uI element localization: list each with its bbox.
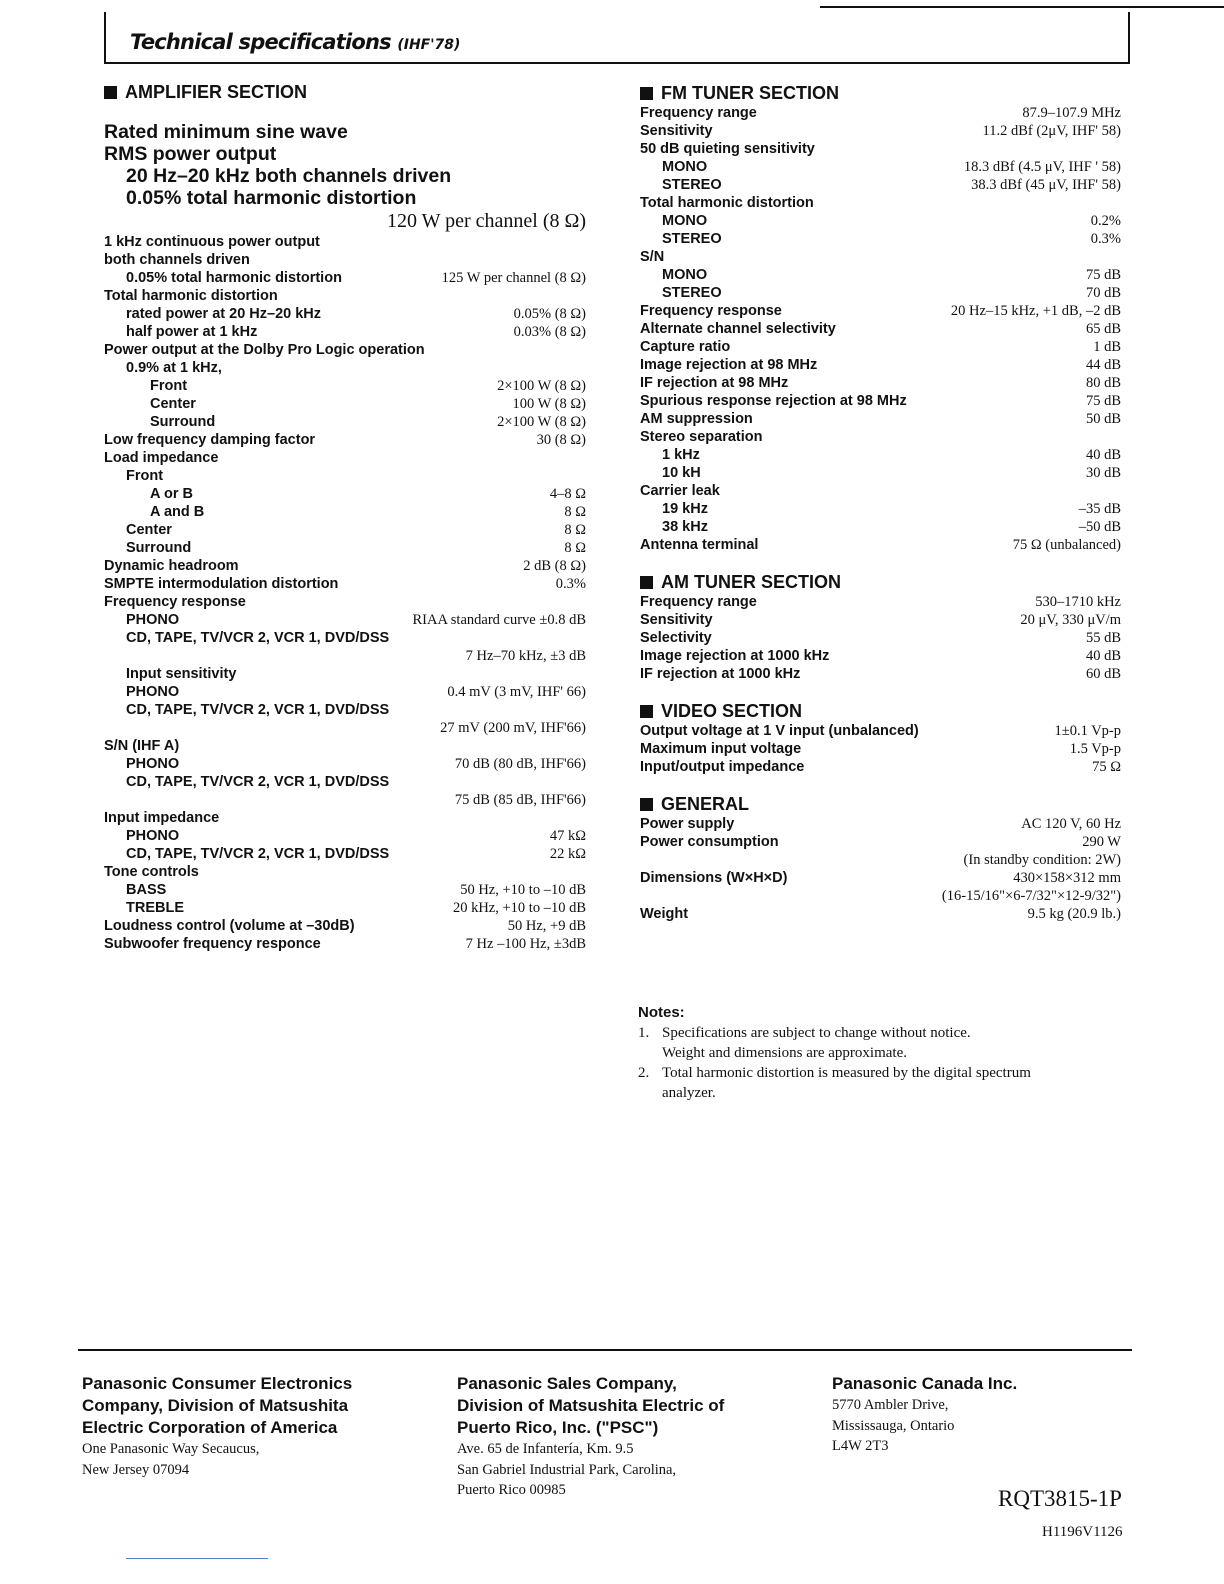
address-puerto-rico [457,1373,724,1501]
spec-value: 75 Ω (unbalanced) [1012,537,1121,553]
am-heading [640,572,1121,593]
spec-value: 0.05% (8 Ω) [513,306,586,322]
spec-label: Surround [150,414,216,430]
spec-value: 1±0.1 Vp-p [1054,723,1121,739]
address-us [82,1373,352,1480]
spec-row [104,755,586,773]
spec-label: MONO [662,213,708,229]
spec-label: 38 kHz [662,519,708,535]
amplifier-heading [104,82,586,103]
spec-value: 2×100 W (8 Ω) [497,378,586,394]
rated-sub-2: 0.05% total harmonic distortion [126,187,417,209]
spec-row [640,338,1121,356]
address-line: Ave. 65 de Infantería, Km. 9.5 [457,1441,634,1457]
spec-row [640,464,1121,482]
spec-label: Image rejection at 1000 kHz [640,648,830,664]
spec-row [640,518,1121,536]
spec-value: 0.2% [1090,213,1121,229]
spec-label: 1 kHz continuous power output [104,234,320,250]
note-line: analyzer. [662,1085,716,1101]
spec-value: 50 dB [1085,411,1121,427]
spec-label: IF rejection at 1000 kHz [640,666,801,682]
spec-label: Power output at the Dolby Pro Logic operation [104,342,425,358]
spec-label: CD, TAPE, TV/VCR 2, VCR 1, DVD/DSS [126,846,390,862]
spec-row [104,701,586,719]
spec-row [640,392,1121,410]
spec-label: Antenna terminal [640,537,759,553]
rated-sub-1: 20 Hz–20 kHz both channels driven [126,165,452,187]
decorative-line [126,1558,268,1559]
spec-value: 20 kHz, +10 to –10 dB [452,900,586,916]
spec-label: STEREO [662,285,722,301]
bullet-square-icon [104,86,117,99]
document-subcode: H1196V1126 [1042,1524,1123,1540]
title-text: Technical specifications [130,30,391,54]
header-box [104,12,1130,64]
address-line: Mississauga, Ontario [832,1417,955,1434]
spec-value: –35 dB [1078,501,1121,517]
spec-label: rated power at 20 Hz–20 kHz [126,306,322,322]
spec-row [104,683,586,701]
spec-row [104,431,586,449]
spec-row [104,485,586,503]
spec-label: BASS [126,882,167,898]
spec-label: PHONO [126,828,180,844]
spec-row [640,122,1121,140]
spec-value: –50 dB [1078,519,1121,535]
spec-row [640,593,1121,611]
spec-label: Alternate channel selectivity [640,321,836,337]
address-name: Company, Division of Matsushita [82,1396,349,1415]
spec-row [640,851,1121,869]
note-line: Specifications are subject to change without notice. [662,1025,971,1041]
spec-value: 7 Hz –100 Hz, ±3dB [465,936,586,952]
general-spec-list [640,815,1121,923]
spec-row [640,722,1121,740]
spec-row [640,647,1121,665]
spec-row [640,665,1121,683]
spec-label: MONO [662,267,708,283]
spec-row [104,881,586,899]
spec-value: 1.5 Vp-p [1069,741,1121,757]
bullet-square-icon [640,576,653,589]
spec-label: A or B [150,486,193,502]
spec-row [640,140,1121,158]
spec-value: 2 dB (8 Ω) [523,558,586,574]
notes [638,1003,1122,1103]
right-column [640,83,1121,923]
spec-value: 38.3 dBf (45 μV, IHF' 58) [971,177,1121,193]
spec-row [104,449,586,467]
spec-label: AM suppression [640,411,753,427]
spec-value: 55 dB [1085,630,1121,646]
spec-row [640,212,1121,230]
spec-label: MONO [662,159,708,175]
spec-label: Power consumption [640,834,779,850]
spec-value: 80 dB [1085,375,1121,391]
spec-row [640,374,1121,392]
spec-label: PHONO [126,684,180,700]
spec-value: 8 Ω [564,540,586,556]
spec-row [640,833,1121,851]
spec-row [640,611,1121,629]
rated-line-1: Rated minimum sine wave [104,121,348,143]
spec-value: 18.3 dBf (4.5 μV, IHF ' 58) [963,159,1121,175]
address-line: Puerto Rico 00985 [457,1482,566,1498]
spec-row [640,428,1121,446]
spec-row [104,629,586,647]
amplifier-heading-text: AMPLIFIER SECTION [125,82,308,102]
general-section [640,794,1121,923]
address-line: New Jersey 07094 [82,1461,190,1478]
spec-label: Frequency range [640,594,757,610]
spec-row [104,251,586,269]
spec-label: 1 kHz [662,447,700,463]
spec-row [104,287,586,305]
general-heading [640,794,1121,815]
spec-row [104,827,586,845]
spec-value: 100 W (8 Ω) [512,396,586,412]
spec-value: 0.3% [555,576,586,592]
spec-row [104,935,586,953]
note-number: 1. [638,1025,650,1041]
spec-row [104,413,586,431]
address-name: Puerto Rico, Inc. ("PSC") [457,1418,659,1437]
spec-row [640,356,1121,374]
spec-row [640,302,1121,320]
spec-row [640,410,1121,428]
address-name: Division of Matsushita Electric of [457,1396,725,1415]
fm-section [640,83,1121,554]
spec-label: Low frequency damping factor [104,432,316,448]
spec-value: 0.4 mV (3 mV, IHF' 66) [447,684,586,700]
spec-label: Tone controls [104,864,199,880]
note-line: Weight and dimensions are approximate. [662,1045,907,1061]
spec-row [104,737,586,755]
spec-label: 19 kHz [662,501,708,517]
fm-spec-list [640,104,1121,554]
spec-label: Selectivity [640,630,712,646]
spec-value: 7 Hz–70 kHz, ±3 dB [465,648,586,664]
spec-row [104,503,586,521]
video-heading [640,701,1121,722]
spec-label: 10 kH [662,465,701,481]
address-line: L4W 2T3 [832,1438,889,1454]
spec-label: Load impedance [104,450,219,466]
spec-value: 50 Hz, +9 dB [507,918,586,934]
spec-label: STEREO [662,177,722,193]
spec-value: 87.9–107.9 MHz [1022,105,1121,121]
spec-row [104,593,586,611]
video-spec-list [640,722,1121,776]
spec-row [640,758,1121,776]
spec-label: SMPTE intermodulation distortion [104,576,339,592]
page-title [130,30,460,54]
spec-row [640,104,1121,122]
address-name: Panasonic Canada Inc. [832,1374,1018,1393]
spec-label: Total harmonic distortion [640,195,814,211]
spec-label: IF rejection at 98 MHz [640,375,789,391]
spec-row [640,176,1121,194]
spec-label: PHONO [126,756,180,772]
spec-row [640,500,1121,518]
spec-row [640,446,1121,464]
footer-rule [78,1349,1132,1351]
spec-row [640,536,1121,554]
address-line: 5770 Ambler Drive, [832,1397,949,1413]
spec-label: Subwoofer frequency responce [104,936,321,952]
spec-label: Frequency range [640,105,757,121]
spec-row [640,887,1121,905]
spec-label: Surround [126,540,192,556]
spec-row [104,269,586,287]
spec-row [640,740,1121,758]
document-code: RQT3815-1P [998,1486,1122,1511]
spec-value: 0.3% [1090,231,1121,247]
spec-value: 75 dB [1085,393,1121,409]
spec-value: 60 dB [1085,666,1121,682]
spec-value: 530–1710 kHz [1035,594,1121,610]
address-canada [832,1373,1017,1457]
note-number: 2. [638,1065,650,1081]
spec-row [104,809,586,827]
amplifier-section [104,82,586,953]
spec-label: 0.9% at 1 kHz, [126,360,222,376]
spec-value: AC 120 V, 60 Hz [1021,816,1121,832]
notes-heading: Notes: [638,1004,685,1021]
spec-label: Total harmonic distortion [104,288,278,304]
spec-label: A and B [150,504,205,520]
spec-value: 27 mV (200 mV, IHF'66) [440,720,586,736]
spec-row [640,284,1121,302]
spec-label: Stereo separation [640,429,763,445]
spec-row [104,773,586,791]
spec-label: S/N [640,249,665,265]
spec-value: RIAA standard curve ±0.8 dB [412,612,586,628]
spec-label: S/N (IHF A) [104,738,180,754]
spec-row [104,323,586,341]
spec-row [104,647,586,665]
note-line: Total harmonic distortion is measured by the digital spectrum [662,1065,1031,1081]
spec-row [640,869,1121,887]
fm-heading [640,83,1121,104]
spec-label: Loudness control (volume at –30dB) [104,918,355,934]
spec-label: Maximum input voltage [640,741,802,757]
spec-value: 75 dB (85 dB, IHF'66) [454,792,586,808]
spec-row [104,377,586,395]
spec-row [640,629,1121,647]
bullet-square-icon [640,798,653,811]
spec-value: 9.5 kg (20.9 lb.) [1027,906,1121,922]
spec-label: Front [126,468,164,484]
address-line: One Panasonic Way Secaucus, [82,1441,260,1457]
spec-label: Frequency response [104,594,246,610]
spec-value: 1 dB [1093,339,1121,355]
note-item [638,1023,1122,1063]
spec-row [104,521,586,539]
spec-value: 22 kΩ [549,846,586,862]
address-line: San Gabriel Industrial Park, Carolina, [457,1461,677,1478]
spec-label: Sensitivity [640,612,713,628]
spec-row [640,320,1121,338]
spec-row [104,341,586,359]
address-name: Panasonic Sales Company, [457,1374,677,1393]
spec-value: 11.2 dBf (2μV, IHF' 58) [982,123,1121,139]
spec-row [104,611,586,629]
spec-label: half power at 1 kHz [126,324,258,340]
spec-value: 47 kΩ [549,828,586,844]
spec-value: 40 dB [1085,648,1121,664]
spec-label: Output voltage at 1 V input (unbalanced) [640,723,919,739]
bullet-square-icon [640,705,653,718]
fm-heading-text: FM TUNER SECTION [661,83,839,103]
spec-label: CD, TAPE, TV/VCR 2, VCR 1, DVD/DSS [126,702,390,718]
spec-label: Input impedance [104,810,220,826]
video-section [640,701,1121,776]
spec-label: Input/output impedance [640,759,805,775]
spec-row [640,230,1121,248]
spec-value: 30 dB [1085,465,1121,481]
spec-value: 70 dB (80 dB, IHF'66) [454,756,586,772]
spec-value: (16-15/16"×6-7/32"×12-9/32") [941,888,1121,904]
spec-label: TREBLE [126,900,184,916]
spec-value: 290 W [1082,834,1121,850]
spec-label: both channels driven [104,252,250,268]
spec-label: STEREO [662,231,722,247]
note-item [638,1063,1122,1103]
spec-label: CD, TAPE, TV/VCR 2, VCR 1, DVD/DSS [126,630,390,646]
spec-row [640,815,1121,833]
spec-row [104,863,586,881]
spec-value: 0.03% (8 Ω) [513,324,586,340]
spec-label: Power supply [640,816,735,832]
spec-label: Dynamic headroom [104,558,239,574]
spec-row [640,482,1121,500]
address-name: Electric Corporation of America [82,1418,338,1437]
spec-row [104,899,586,917]
spec-label: Input sensitivity [126,666,237,682]
rated-line-2: RMS power output [104,143,277,165]
spec-row [104,233,586,251]
spec-value: 2×100 W (8 Ω) [497,414,586,430]
spec-label: Image rejection at 98 MHz [640,357,818,373]
spec-value: 40 dB [1085,447,1121,463]
spec-row [104,917,586,935]
spec-value: 20 μV, 330 μV/m [1020,612,1121,628]
spec-label: 50 dB quieting sensitivity [640,141,815,157]
spec-value: 4–8 Ω [549,486,586,502]
spec-value: 70 dB [1085,285,1121,301]
spec-value: 65 dB [1085,321,1121,337]
spec-label: CD, TAPE, TV/VCR 2, VCR 1, DVD/DSS [126,774,390,790]
spec-row [104,395,586,413]
address-name: Panasonic Consumer Electronics [82,1374,353,1393]
spec-value: 125 W per channel (8 Ω) [441,270,586,286]
spec-row [104,557,586,575]
spec-row [104,791,586,809]
amplifier-spec-list [104,233,586,953]
spec-row [104,359,586,377]
spec-row [640,158,1121,176]
spec-label: Center [150,396,196,412]
title-subtitle: (IHF'78) [397,37,461,53]
spec-label: Carrier leak [640,483,720,499]
spec-row [104,665,586,683]
rated-value: 120 W per channel (8 Ω) [386,210,586,232]
spec-label: Capture ratio [640,339,731,355]
spec-row [640,194,1121,212]
spec-label: Center [126,522,172,538]
spec-value: 430×158×312 mm [1013,870,1121,886]
header-rule [820,6,1224,8]
spec-value: 75 dB [1085,267,1121,283]
spec-label: Sensitivity [640,123,713,139]
spec-label: 0.05% total harmonic distortion [126,270,342,286]
spec-row [640,248,1121,266]
bullet-square-icon [640,87,653,100]
spec-value: 8 Ω [564,504,586,520]
spec-value: 44 dB [1085,357,1121,373]
am-spec-list [640,593,1121,683]
spec-label: Dimensions (W×H×D) [640,870,788,886]
spec-row [104,719,586,737]
spec-row [104,539,586,557]
am-section [640,572,1121,683]
video-heading-text: VIDEO SECTION [661,701,803,721]
spec-row [640,266,1121,284]
spec-label: PHONO [126,612,180,628]
spec-label: Spurious response rejection at 98 MHz [640,393,907,409]
spec-row [104,305,586,323]
spec-label: Weight [640,906,689,922]
spec-label: Front [150,378,188,394]
spec-value: (In standby condition: 2W) [963,852,1121,868]
am-heading-text: AM TUNER SECTION [661,572,841,592]
spec-value: 8 Ω [564,522,586,538]
spec-row [104,575,586,593]
spec-row [104,845,586,863]
spec-value: 50 Hz, +10 to –10 dB [460,882,586,898]
spec-value: 30 (8 Ω) [536,432,586,448]
spec-label: Frequency response [640,303,782,319]
general-heading-text: GENERAL [661,794,750,814]
spec-value: 75 Ω [1092,759,1121,775]
spec-row [104,467,586,485]
spec-row [640,905,1121,923]
spec-value: 20 Hz–15 kHz, +1 dB, –2 dB [950,303,1121,319]
